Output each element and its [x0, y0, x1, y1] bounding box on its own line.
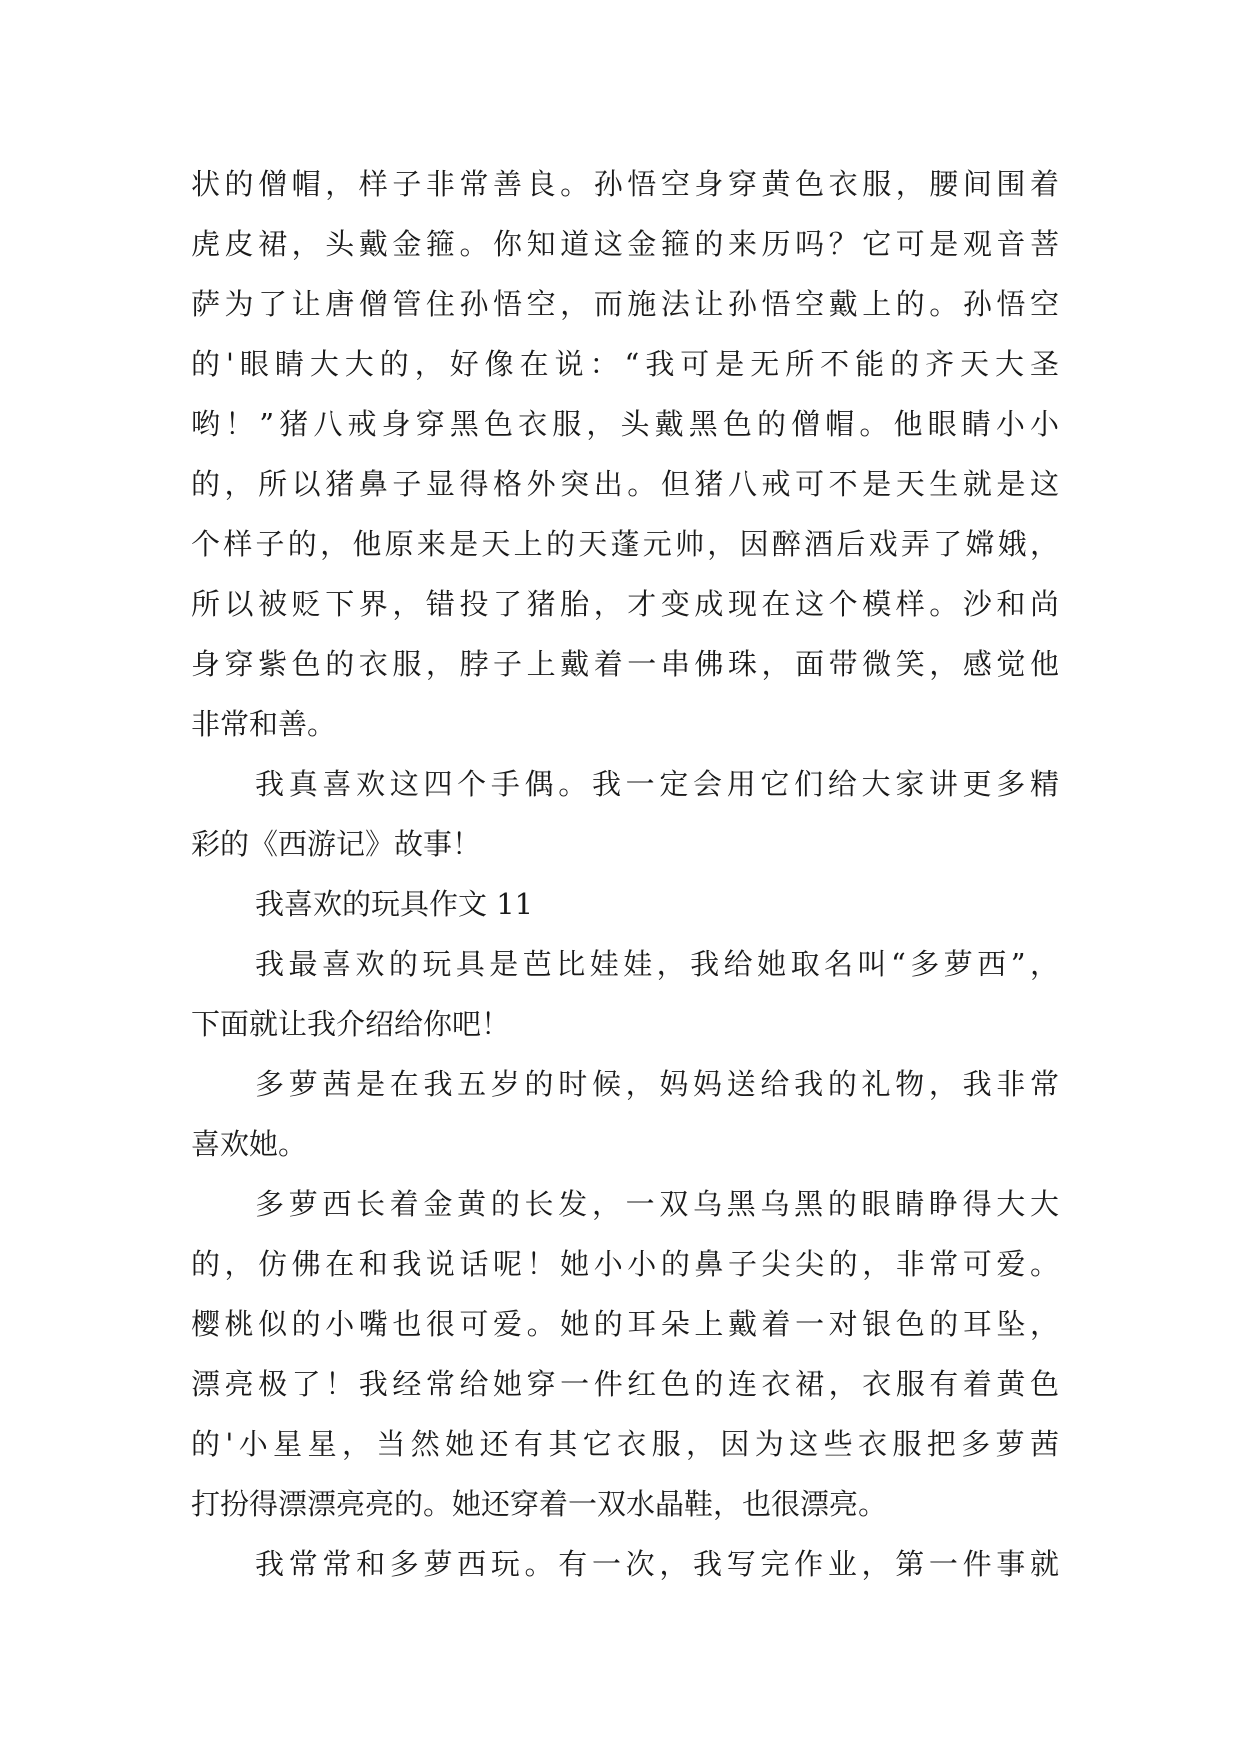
text-line: 状的僧帽，样子非常善良。孙悟空身穿黄色衣服，腰间围着 [191, 167, 1059, 201]
document-body [191, 154, 1059, 1594]
text-line: 彩的《西游记》故事！ [191, 827, 482, 861]
text-line: 下面就让我介绍给你吧！ [191, 1007, 511, 1041]
paragraph-first-line: 我常常和多萝西玩。有一次，我写完作业，第一件事就 [255, 1547, 1059, 1581]
text-line: 打扮得漂漂亮亮的。她还穿着一双水晶鞋，也很漂亮。 [191, 1487, 888, 1521]
text-line: 哟！”猪八戒身穿黑色衣服，头戴黑色的僧帽。他眼睛小小 [191, 407, 1059, 441]
text-line: 的'眼睛大大的，好像在说：“我可是无所不能的齐天大圣 [191, 347, 1059, 381]
text-line: 的，仿佛在和我说话呢！她小小的鼻子尖尖的，非常可爱。 [191, 1247, 1059, 1281]
text-line: 个样子的，他原来是天上的天蓬元帅，因醉酒后戏弄了嫦娥， [191, 527, 1059, 561]
text-line: 的，所以猪鼻子显得格外突出。但猪八戒可不是天生就是这 [191, 467, 1059, 501]
text-line: 樱桃似的小嘴也很可爱。她的耳朵上戴着一对银色的耳坠， [191, 1307, 1059, 1341]
text-line: 萨为了让唐僧管住孙悟空，而施法让孙悟空戴上的。孙悟空 [191, 287, 1059, 321]
paragraph-first-line: 多萝西长着金黄的长发，一双乌黑乌黑的眼睛睁得大大 [255, 1187, 1059, 1221]
paragraph-first-line: 我最喜欢的玩具是芭比娃娃，我给她取名叫“多萝西”， [255, 947, 1059, 981]
text-line: 漂亮极了！我经常给她穿一件红色的连衣裙，衣服有着黄色 [191, 1367, 1059, 1401]
text-line: 所以被贬下界，错投了猪胎，才变成现在这个模样。沙和尚 [191, 587, 1059, 621]
text-line: 喜欢她。 [191, 1127, 308, 1161]
text-line: 的'小星星，当然她还有其它衣服，因为这些衣服把多萝茜 [191, 1427, 1059, 1461]
text-line: 虎皮裙，头戴金箍。你知道这金箍的来历吗？它可是观音菩 [191, 227, 1059, 261]
text-line: 身穿紫色的衣服，脖子上戴着一串佛珠，面带微笑，感觉他 [191, 647, 1059, 681]
paragraph-first-line: 我真喜欢这四个手偶。我一定会用它们给大家讲更多精 [255, 767, 1059, 801]
section-heading: 我喜欢的玩具作文 11 [255, 887, 534, 921]
text-line: 非常和善。 [191, 707, 337, 741]
paragraph-first-line: 多萝茜是在我五岁的时候，妈妈送给我的礼物，我非常 [255, 1067, 1059, 1101]
